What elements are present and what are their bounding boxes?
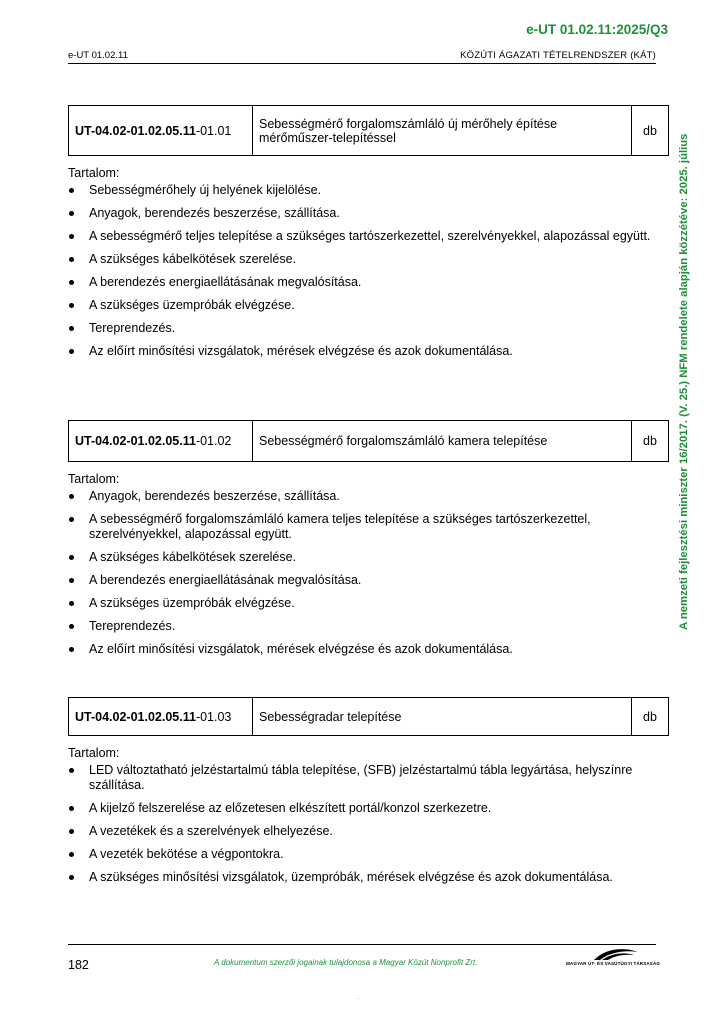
bullet-icon xyxy=(69,875,74,880)
bullet-list xyxy=(68,183,669,359)
header-right: KÖZÚTI ÁGAZATI TÉTELRENDSZER (KÁT) xyxy=(460,50,656,61)
bullet-icon xyxy=(69,624,74,629)
list-item: A sebességmérő teljes telepítése a szükséges tartószerkezettel, szerelvényekkel, alapozással együtt. xyxy=(68,229,659,244)
bullet-icon xyxy=(69,852,74,857)
list-item: A berendezés energiaellátásának megvalósítása. xyxy=(68,573,659,588)
content-label: Tartalom: xyxy=(68,472,120,486)
item-code: UT-04.02-01.02.05.11-01.01 xyxy=(69,106,253,156)
list-item: Anyagok, berendezés beszerzése, szállítása. xyxy=(68,206,659,221)
item-header-table xyxy=(68,697,669,736)
side-publication-note: A nemzeti fejlesztési miniszter 16/2017. (V. 25.) NFM rendelete alapján közzétéve: 2025. július xyxy=(678,133,690,630)
bullet-icon xyxy=(69,806,74,811)
bullet-icon xyxy=(69,211,74,216)
item-title: Sebességmérő forgalomszámláló kamera telepítése xyxy=(253,421,632,462)
copyright-note: A dokumentum szerzői jogainak tulajdonosa a Magyar Közút Nonprofit Zrt. xyxy=(214,958,478,967)
list-item: A szükséges üzempróbák elvégzése. xyxy=(68,596,659,611)
page-mark: . xyxy=(357,994,359,1001)
list-item: A vezetékek és a szerelvények elhelyezése. xyxy=(68,824,659,839)
page-number: 182 xyxy=(68,958,89,972)
item-header-table xyxy=(68,105,669,156)
list-item: A szükséges üzempróbák elvégzése. xyxy=(68,298,659,313)
content-label: Tartalom: xyxy=(68,746,120,760)
company-logo xyxy=(566,946,661,970)
list-item: A szükséges kábelkötések szerelése. xyxy=(68,550,659,565)
item-block xyxy=(68,697,669,893)
list-item: Az előírt minősítési vizsgálatok, mérések elvégzése és azok dokumentálása. xyxy=(68,344,659,359)
header-left: e-UT 01.02.11 xyxy=(68,50,128,61)
item-unit: db xyxy=(632,698,669,736)
item-code: UT-04.02-01.02.05.11-01.02 xyxy=(69,421,253,462)
bullet-icon xyxy=(69,555,74,560)
bullet-icon xyxy=(69,647,74,652)
bullet-list xyxy=(68,763,669,885)
bullet-icon xyxy=(69,768,74,773)
footer-divider xyxy=(68,944,656,945)
list-item: A szükséges minősítési vizsgálatok, üzempróbák, mérések elvégzése és azok dokumentálása. xyxy=(68,870,659,885)
item-block xyxy=(68,105,669,367)
road-logo-icon xyxy=(566,946,656,962)
bullet-list xyxy=(68,489,669,657)
list-item: LED változtatható jelzéstartalmú tábla telepítése, (SFB) jelzéstartalmú tábla legyártása, helyszínre szállítása. xyxy=(68,763,659,793)
bullet-icon xyxy=(69,349,74,354)
item-title: Sebességradar telepítése xyxy=(253,698,632,736)
item-header-table xyxy=(68,420,669,462)
list-item: A vezeték bekötése a végpontokra. xyxy=(68,847,659,862)
list-item: Az előírt minősítési vizsgálatok, mérések elvégzése és azok dokumentálása. xyxy=(68,642,659,657)
bullet-icon xyxy=(69,601,74,606)
bullet-icon xyxy=(69,303,74,308)
content-label: Tartalom: xyxy=(68,166,120,180)
bullet-icon xyxy=(69,280,74,285)
header-divider xyxy=(68,63,656,64)
bullet-icon xyxy=(69,234,74,239)
bullet-icon xyxy=(69,517,74,522)
list-item: Tereprendezés. xyxy=(68,321,659,336)
item-block xyxy=(68,420,669,665)
list-item: Tereprendezés. xyxy=(68,619,659,634)
bullet-icon xyxy=(69,326,74,331)
item-unit: db xyxy=(632,421,669,462)
list-item: A sebességmérő forgalomszámláló kamera teljes telepítése a szükséges tartószerkezettel, szerelvényekkel, alapozással együtt. xyxy=(68,512,659,542)
item-unit: db xyxy=(632,106,669,156)
list-item: A kijelző felszerelése az előzetesen elkészített portál/konzol szerkezetre. xyxy=(68,801,659,816)
list-item: Anyagok, berendezés beszerzése, szállítása. xyxy=(68,489,659,504)
bullet-icon xyxy=(69,829,74,834)
bullet-icon xyxy=(69,188,74,193)
bullet-icon xyxy=(69,257,74,262)
item-code: UT-04.02-01.02.05.11-01.03 xyxy=(69,698,253,736)
list-item: A szükséges kábelkötések szerelése. xyxy=(68,252,659,267)
bullet-icon xyxy=(69,578,74,583)
item-title: Sebességmérő forgalomszámláló új mérőhely építése mérőműszer-telepítéssel xyxy=(253,106,632,156)
list-item: A berendezés energiaellátásának megvalósítása. xyxy=(68,275,659,290)
list-item: Sebességmérőhely új helyének kijelölése. xyxy=(68,183,659,198)
document-code: e-UT 01.02.11:2025/Q3 xyxy=(526,22,668,37)
bullet-icon xyxy=(69,494,74,499)
logo-text: MAGYAR ÚT- ÉS VASÚTÜGYI TÁRSASÁG xyxy=(566,961,661,966)
